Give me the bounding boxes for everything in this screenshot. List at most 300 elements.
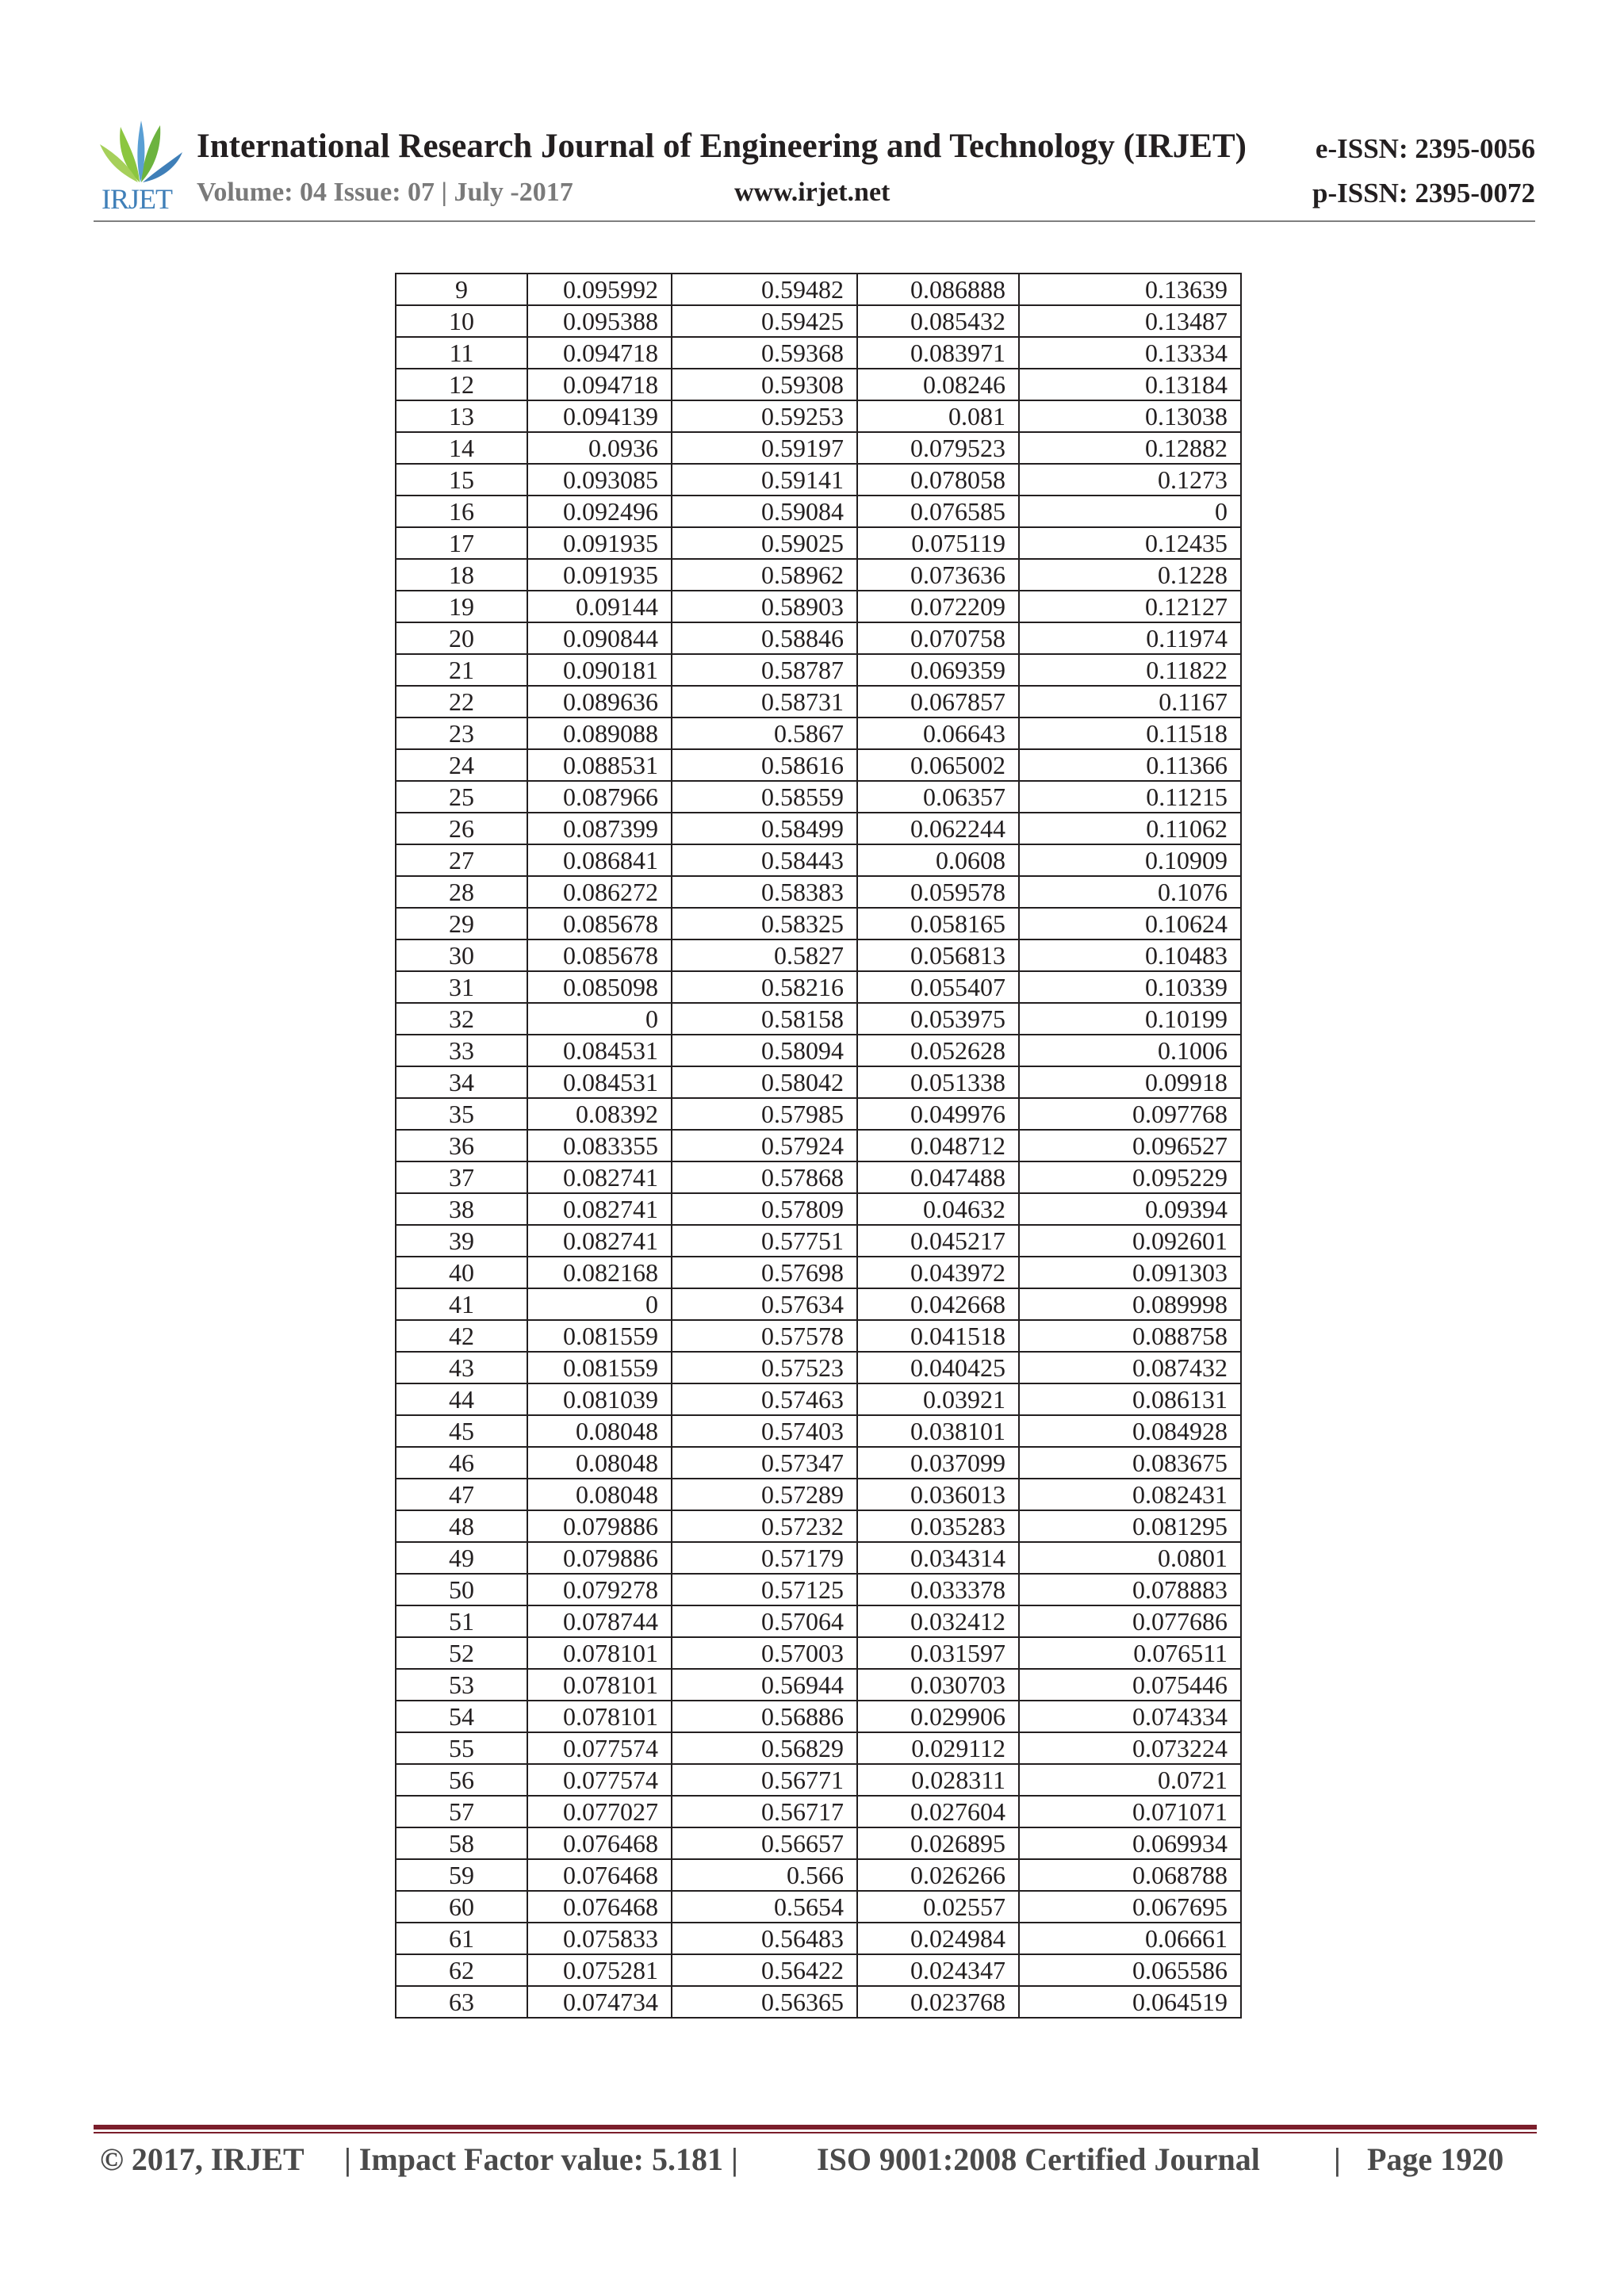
- table-cell: 0.079886: [527, 1510, 672, 1542]
- table-cell: 0.12127: [1019, 591, 1241, 622]
- table-row: [396, 1859, 1241, 1891]
- table-cell: 0.055407: [857, 971, 1019, 1003]
- table-cell: 16: [396, 496, 527, 527]
- table-cell: 0.095992: [527, 274, 672, 305]
- table-row: [396, 337, 1241, 369]
- table-cell: 0.57232: [672, 1510, 857, 1542]
- table-cell: 0.090181: [527, 654, 672, 686]
- table-cell: 9: [396, 274, 527, 305]
- table-cell: 0.076585: [857, 496, 1019, 527]
- table-cell: 0.58216: [672, 971, 857, 1003]
- table-row: [396, 781, 1241, 813]
- table-row: [396, 1796, 1241, 1827]
- page-header: [94, 121, 1535, 224]
- table-row: [396, 1066, 1241, 1098]
- table-cell: 0.081559: [527, 1320, 672, 1352]
- footer-page-number: Page 1920: [1367, 2141, 1504, 2177]
- table-row: [396, 813, 1241, 844]
- table-cell: 0.077027: [527, 1796, 672, 1827]
- table-cell: 0.037099: [857, 1447, 1019, 1479]
- table-cell: 0.082741: [527, 1193, 672, 1225]
- table-cell: 26: [396, 813, 527, 844]
- table-cell: 30: [396, 939, 527, 971]
- table-row: [396, 1447, 1241, 1479]
- table-cell: 0.58383: [672, 876, 857, 908]
- table-cell: 0.12435: [1019, 527, 1241, 559]
- table-cell: 46: [396, 1447, 527, 1479]
- table-cell: 0.57751: [672, 1225, 857, 1257]
- table-cell: 0.083675: [1019, 1447, 1241, 1479]
- table-cell: 62: [396, 1954, 527, 1986]
- table-cell: 0.083355: [527, 1130, 672, 1161]
- table-cell: 28: [396, 876, 527, 908]
- table-cell: 0.045217: [857, 1225, 1019, 1257]
- table-cell: 0.051338: [857, 1066, 1019, 1098]
- volume-issue: Volume: 04 Issue: 07 | July -2017: [197, 178, 573, 207]
- table-cell: 0.065586: [1019, 1954, 1241, 1986]
- table-cell: 43: [396, 1352, 527, 1383]
- table-cell: 51: [396, 1605, 527, 1637]
- table-cell: 0.10199: [1019, 1003, 1241, 1035]
- table-row: [396, 559, 1241, 591]
- table-row: [396, 718, 1241, 749]
- table-cell: 0.0936: [527, 432, 672, 464]
- table-cell: 0.06661: [1019, 1923, 1241, 1954]
- table-cell: 0.56422: [672, 1954, 857, 1986]
- table-cell: 52: [396, 1637, 527, 1669]
- table-cell: 0.56944: [672, 1669, 857, 1701]
- table-cell: 0.57347: [672, 1447, 857, 1479]
- table-cell: 58: [396, 1827, 527, 1859]
- table-cell: 0.57064: [672, 1605, 857, 1637]
- table-cell: 0.069359: [857, 654, 1019, 686]
- table-row: [396, 1479, 1241, 1510]
- table-row: [396, 749, 1241, 781]
- table-cell: 17: [396, 527, 527, 559]
- table-cell: 0.58042: [672, 1066, 857, 1098]
- table-row: [396, 1193, 1241, 1225]
- table-cell: 0.078744: [527, 1605, 672, 1637]
- table-cell: 0.58158: [672, 1003, 857, 1035]
- footer-impact-factor: | Impact Factor value: 5.181 |: [344, 2141, 738, 2177]
- table-cell: 0.56886: [672, 1701, 857, 1732]
- table-cell: 36: [396, 1130, 527, 1161]
- data-table: [395, 273, 1242, 2019]
- table-cell: 0.085678: [527, 939, 672, 971]
- table-cell: 0.57003: [672, 1637, 857, 1669]
- table-cell: 0.13639: [1019, 274, 1241, 305]
- table-cell: 0.079278: [527, 1574, 672, 1605]
- table-cell: 0.047488: [857, 1161, 1019, 1193]
- table-cell: 0.076468: [527, 1891, 672, 1923]
- table-cell: 0.10909: [1019, 844, 1241, 876]
- table-cell: 0.57125: [672, 1574, 857, 1605]
- table-cell: 0.59025: [672, 527, 857, 559]
- table-cell: 0.087966: [527, 781, 672, 813]
- table-cell: 0.086841: [527, 844, 672, 876]
- table-cell: 0.09394: [1019, 1193, 1241, 1225]
- table-cell: 0.08048: [527, 1479, 672, 1510]
- table-cell: 0.075446: [1019, 1669, 1241, 1701]
- table-cell: 0.09918: [1019, 1066, 1241, 1098]
- table-cell: 0.13038: [1019, 400, 1241, 432]
- table-cell: 40: [396, 1257, 527, 1288]
- table-cell: 0.59308: [672, 369, 857, 400]
- table-row: [396, 1827, 1241, 1859]
- table-row: [396, 686, 1241, 718]
- table-cell: 0.09144: [527, 591, 672, 622]
- table-cell: 0.58903: [672, 591, 857, 622]
- table-cell: 0.57578: [672, 1320, 857, 1352]
- table-cell: 0.085098: [527, 971, 672, 1003]
- table-cell: 0.58787: [672, 654, 857, 686]
- table-cell: 0.030703: [857, 1669, 1019, 1701]
- table-cell: 0.084531: [527, 1035, 672, 1066]
- table-cell: 0.57985: [672, 1098, 857, 1130]
- table-cell: 0.076468: [527, 1859, 672, 1891]
- table-cell: 0.038101: [857, 1415, 1019, 1447]
- table-cell: 0.59197: [672, 432, 857, 464]
- table-cell: 63: [396, 1986, 527, 2018]
- table-row: [396, 1161, 1241, 1193]
- table-row: [396, 1225, 1241, 1257]
- table-cell: 0.042668: [857, 1288, 1019, 1320]
- table-cell: 0.57924: [672, 1130, 857, 1161]
- table-cell: 0.58962: [672, 559, 857, 591]
- table-row: [396, 1701, 1241, 1732]
- table-cell: 0.049976: [857, 1098, 1019, 1130]
- table-cell: 0.08392: [527, 1098, 672, 1130]
- table-cell: 0.048712: [857, 1130, 1019, 1161]
- table-cell: 0.072209: [857, 591, 1019, 622]
- table-cell: 10: [396, 305, 527, 337]
- table-cell: 0.090844: [527, 622, 672, 654]
- table-cell: 53: [396, 1669, 527, 1701]
- table-cell: 0.082168: [527, 1257, 672, 1288]
- table-row: [396, 400, 1241, 432]
- table-cell: 0.062244: [857, 813, 1019, 844]
- table-row: [396, 1637, 1241, 1669]
- table-cell: 0.091303: [1019, 1257, 1241, 1288]
- table-cell: 21: [396, 654, 527, 686]
- footer-divider-thick: [94, 2125, 1537, 2130]
- table-cell: 0.075833: [527, 1923, 672, 1954]
- table-cell: 0.08246: [857, 369, 1019, 400]
- table-row: [396, 1764, 1241, 1796]
- table-cell: 0.095229: [1019, 1161, 1241, 1193]
- table-cell: 0.023768: [857, 1986, 1019, 2018]
- table-row: [396, 1954, 1241, 1986]
- table-cell: 0.073636: [857, 559, 1019, 591]
- table-cell: 0.091935: [527, 527, 672, 559]
- table-cell: 0: [1019, 496, 1241, 527]
- table-cell: 0.089998: [1019, 1288, 1241, 1320]
- table-row: [396, 1352, 1241, 1383]
- table-row: [396, 1986, 1241, 2018]
- table-cell: 0.093085: [527, 464, 672, 496]
- table-cell: 0.035283: [857, 1510, 1019, 1542]
- table-cell: 0.092601: [1019, 1225, 1241, 1257]
- table-cell: 14: [396, 432, 527, 464]
- table-cell: 11: [396, 337, 527, 369]
- table-row: [396, 844, 1241, 876]
- table-cell: 61: [396, 1923, 527, 1954]
- table-row: [396, 1320, 1241, 1352]
- table-cell: 48: [396, 1510, 527, 1542]
- table-cell: 0.029112: [857, 1732, 1019, 1764]
- table-cell: 0.070758: [857, 622, 1019, 654]
- table-cell: 0.59084: [672, 496, 857, 527]
- table-cell: 0.078101: [527, 1669, 672, 1701]
- table-cell: 0.027604: [857, 1796, 1019, 1827]
- table-cell: 0.086131: [1019, 1383, 1241, 1415]
- table-cell: 0.56657: [672, 1827, 857, 1859]
- table-row: [396, 527, 1241, 559]
- table-cell: 0.081: [857, 400, 1019, 432]
- table-cell: 12: [396, 369, 527, 400]
- table-cell: 0.06643: [857, 718, 1019, 749]
- table-cell: 0.036013: [857, 1479, 1019, 1510]
- table-body: [396, 274, 1241, 2018]
- table-cell: 0.57523: [672, 1352, 857, 1383]
- table-cell: 0.1167: [1019, 686, 1241, 718]
- table-row: [396, 1415, 1241, 1447]
- table-row: [396, 1003, 1241, 1035]
- table-cell: 0.5827: [672, 939, 857, 971]
- leaf-logo-icon: [94, 121, 187, 184]
- table-cell: 0.094718: [527, 369, 672, 400]
- table-cell: 0.13334: [1019, 337, 1241, 369]
- table-cell: 0: [527, 1003, 672, 1035]
- table-cell: 0.094718: [527, 337, 672, 369]
- table-row: [396, 622, 1241, 654]
- table-cell: 49: [396, 1542, 527, 1574]
- table-cell: 0.029906: [857, 1701, 1019, 1732]
- table-cell: 0.58094: [672, 1035, 857, 1066]
- table-cell: 0.085432: [857, 305, 1019, 337]
- table-cell: 0.08048: [527, 1447, 672, 1479]
- table-cell: 0.0801: [1019, 1542, 1241, 1574]
- table-cell: 0.08048: [527, 1415, 672, 1447]
- table-cell: 0.5654: [672, 1891, 857, 1923]
- table-cell: 18: [396, 559, 527, 591]
- table-cell: 0.56365: [672, 1986, 857, 2018]
- table-cell: 35: [396, 1098, 527, 1130]
- table-row: [396, 1098, 1241, 1130]
- table-cell: 0.086888: [857, 274, 1019, 305]
- table-cell: 60: [396, 1891, 527, 1923]
- table-cell: 0.065002: [857, 749, 1019, 781]
- table-cell: 47: [396, 1479, 527, 1510]
- table-cell: 0.076468: [527, 1827, 672, 1859]
- table-cell: 0.079886: [527, 1542, 672, 1574]
- journal-title: International Research Journal of Engineering and Technology (IRJET): [197, 128, 1247, 165]
- table-row: [396, 971, 1241, 1003]
- table-cell: 0.59425: [672, 305, 857, 337]
- table-cell: 0.088758: [1019, 1320, 1241, 1352]
- table-cell: 0.077574: [527, 1764, 672, 1796]
- table-cell: 29: [396, 908, 527, 939]
- table-cell: 0.081559: [527, 1352, 672, 1383]
- table-cell: 0.0721: [1019, 1764, 1241, 1796]
- table-row: [396, 876, 1241, 908]
- table-cell: 0.57289: [672, 1479, 857, 1510]
- table-cell: 0.58443: [672, 844, 857, 876]
- table-cell: 0.059578: [857, 876, 1019, 908]
- table-cell: 22: [396, 686, 527, 718]
- table-cell: 0.56483: [672, 1923, 857, 1954]
- table-row: [396, 1035, 1241, 1066]
- table-cell: 0.087399: [527, 813, 672, 844]
- table-cell: 0.085678: [527, 908, 672, 939]
- table-cell: 0.087432: [1019, 1352, 1241, 1383]
- table-cell: 0.04632: [857, 1193, 1019, 1225]
- table-cell: 0.5867: [672, 718, 857, 749]
- table-row: [396, 1130, 1241, 1161]
- table-cell: 0.078101: [527, 1637, 672, 1669]
- table-cell: 0.064519: [1019, 1986, 1241, 2018]
- table-cell: 0.58846: [672, 622, 857, 654]
- table-cell: 0.57868: [672, 1161, 857, 1193]
- footer-copyright: © 2017, IRJET: [100, 2141, 304, 2177]
- table-cell: 0.081039: [527, 1383, 672, 1415]
- table-row: [396, 305, 1241, 337]
- table-cell: 0.58325: [672, 908, 857, 939]
- irjet-logo: [94, 121, 187, 217]
- table-cell: 0.57463: [672, 1383, 857, 1415]
- table-cell: 23: [396, 718, 527, 749]
- eissn: e-ISSN: 2395-0056: [1315, 133, 1535, 164]
- table-cell: 0.068788: [1019, 1859, 1241, 1891]
- table-cell: 0.58499: [672, 813, 857, 844]
- table-cell: 0.10483: [1019, 939, 1241, 971]
- table-cell: 38: [396, 1193, 527, 1225]
- table-cell: 0.58616: [672, 749, 857, 781]
- table-cell: 0.11518: [1019, 718, 1241, 749]
- table-cell: 0.084928: [1019, 1415, 1241, 1447]
- table-cell: 0.082431: [1019, 1479, 1241, 1510]
- table-row: [396, 591, 1241, 622]
- table-cell: 41: [396, 1288, 527, 1320]
- table-cell: 0.034314: [857, 1542, 1019, 1574]
- table-cell: 0.082741: [527, 1161, 672, 1193]
- table-cell: 0.033378: [857, 1574, 1019, 1605]
- table-cell: 0.053975: [857, 1003, 1019, 1035]
- table-cell: 0.078058: [857, 464, 1019, 496]
- table-cell: 54: [396, 1701, 527, 1732]
- table-row: [396, 1542, 1241, 1574]
- table-cell: 0.092496: [527, 496, 672, 527]
- table-cell: 0.10624: [1019, 908, 1241, 939]
- table-cell: 34: [396, 1066, 527, 1098]
- table-cell: 0.067857: [857, 686, 1019, 718]
- footer-separator: |: [1334, 2141, 1341, 2177]
- table-cell: 0.566: [672, 1859, 857, 1891]
- table-cell: 0.078101: [527, 1701, 672, 1732]
- table-cell: 0.056813: [857, 939, 1019, 971]
- table-cell: 0.58731: [672, 686, 857, 718]
- page-footer: [100, 2141, 1527, 2188]
- table-cell: 0.026895: [857, 1827, 1019, 1859]
- table-cell: 59: [396, 1859, 527, 1891]
- table-cell: 0.13184: [1019, 369, 1241, 400]
- table-cell: 45: [396, 1415, 527, 1447]
- table-cell: 0.082741: [527, 1225, 672, 1257]
- table-row: [396, 1288, 1241, 1320]
- table-cell: 13: [396, 400, 527, 432]
- table-cell: 31: [396, 971, 527, 1003]
- table-cell: 44: [396, 1383, 527, 1415]
- table-row: [396, 1257, 1241, 1288]
- table-cell: 0.096527: [1019, 1130, 1241, 1161]
- table-cell: 33: [396, 1035, 527, 1066]
- table-cell: 56: [396, 1764, 527, 1796]
- table-cell: 0.56717: [672, 1796, 857, 1827]
- footer-divider-thin: [94, 2132, 1537, 2133]
- table-cell: 0.071071: [1019, 1796, 1241, 1827]
- table-cell: 0.089088: [527, 718, 672, 749]
- table-row: [396, 1574, 1241, 1605]
- table-row: [396, 654, 1241, 686]
- table-row: [396, 908, 1241, 939]
- table-cell: 0.067695: [1019, 1891, 1241, 1923]
- table-cell: 0.074734: [527, 1986, 672, 2018]
- table-row: [396, 464, 1241, 496]
- table-cell: 0.024984: [857, 1923, 1019, 1954]
- table-cell: 0: [527, 1288, 672, 1320]
- table-cell: 0.59141: [672, 464, 857, 496]
- table-cell: 0.032412: [857, 1605, 1019, 1637]
- table-cell: 0.075119: [857, 527, 1019, 559]
- table-cell: 0.088531: [527, 749, 672, 781]
- table-row: [396, 1732, 1241, 1764]
- table-cell: 0.069934: [1019, 1827, 1241, 1859]
- table-row: [396, 274, 1241, 305]
- table-row: [396, 369, 1241, 400]
- table-cell: 0.040425: [857, 1352, 1019, 1383]
- table-cell: 15: [396, 464, 527, 496]
- table-cell: 0.57634: [672, 1288, 857, 1320]
- table-cell: 55: [396, 1732, 527, 1764]
- table-cell: 42: [396, 1320, 527, 1352]
- table-cell: 0.086272: [527, 876, 672, 908]
- website-link[interactable]: www.irjet.net: [734, 178, 891, 207]
- table-cell: 0.10339: [1019, 971, 1241, 1003]
- table-cell: 0.57403: [672, 1415, 857, 1447]
- table-cell: 0.097768: [1019, 1098, 1241, 1130]
- table-cell: 0.03921: [857, 1383, 1019, 1415]
- table-row: [396, 496, 1241, 527]
- table-cell: 19: [396, 591, 527, 622]
- table-cell: 0.073224: [1019, 1732, 1241, 1764]
- table-cell: 0.1273: [1019, 464, 1241, 496]
- table-cell: 0.11366: [1019, 749, 1241, 781]
- pissn: p-ISSN: 2395-0072: [1312, 178, 1535, 209]
- table-cell: 0.11215: [1019, 781, 1241, 813]
- table-cell: 0.56829: [672, 1732, 857, 1764]
- table-row: [396, 1510, 1241, 1542]
- table-cell: 0.095388: [527, 305, 672, 337]
- table-cell: 0.083971: [857, 337, 1019, 369]
- table-cell: 0.1076: [1019, 876, 1241, 908]
- table-cell: 0.031597: [857, 1637, 1019, 1669]
- table-cell: 0.57698: [672, 1257, 857, 1288]
- table-cell: 0.1006: [1019, 1035, 1241, 1066]
- footer-iso: ISO 9001:2008 Certified Journal: [817, 2141, 1260, 2177]
- table-cell: 0.089636: [527, 686, 672, 718]
- table-cell: 24: [396, 749, 527, 781]
- table-cell: 0.081295: [1019, 1510, 1241, 1542]
